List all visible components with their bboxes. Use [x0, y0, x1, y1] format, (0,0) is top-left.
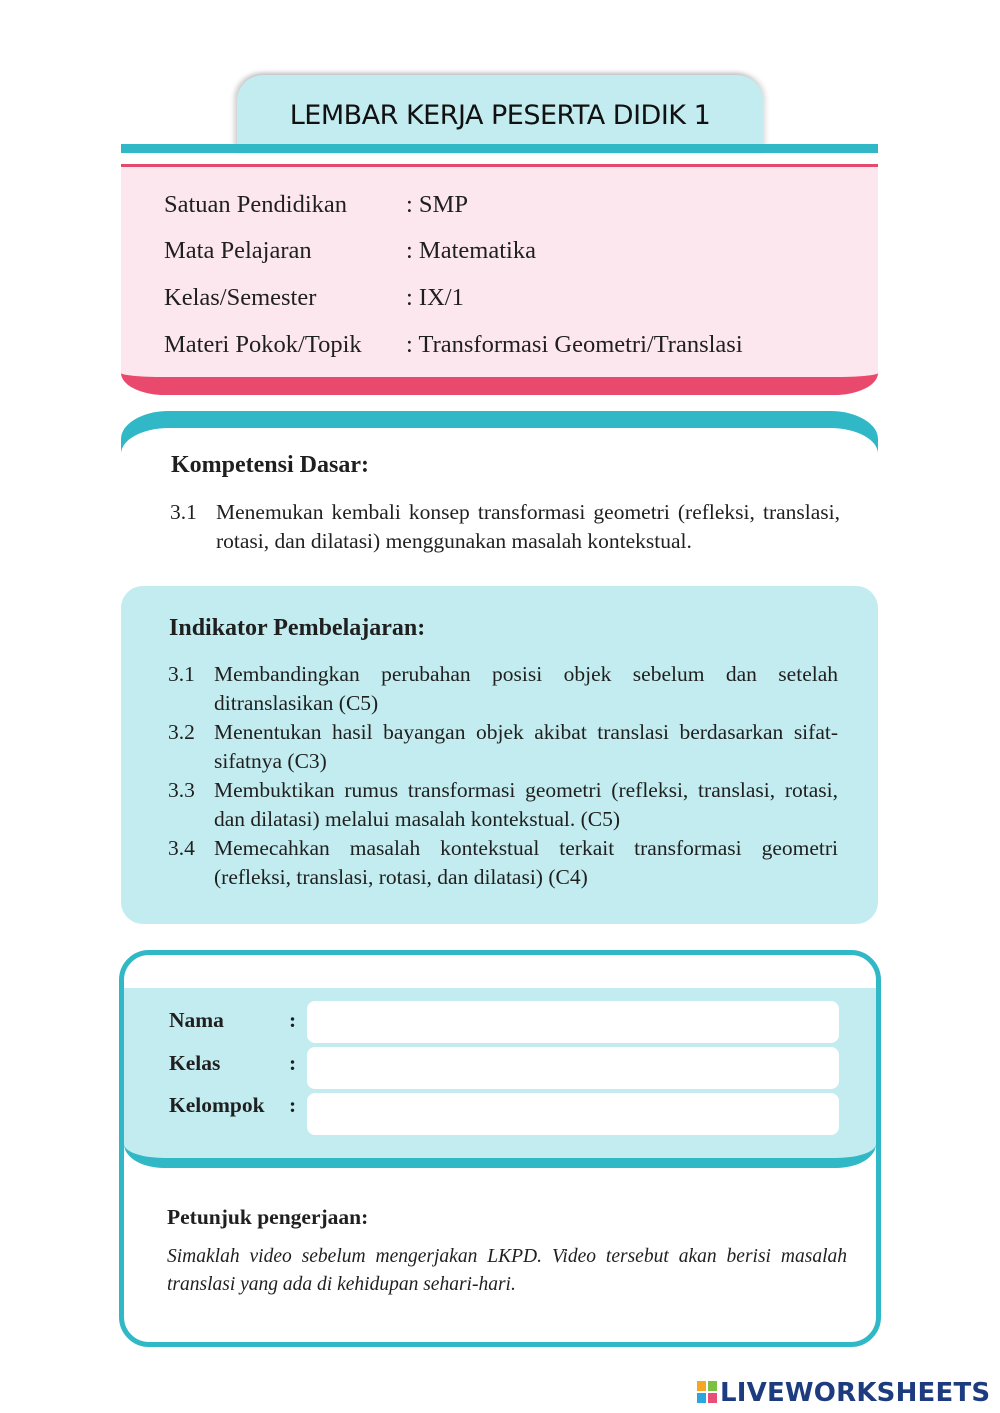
kompetensi-item [170, 498, 840, 558]
group-input[interactable] [307, 1093, 839, 1135]
indikator-item [168, 660, 838, 718]
item-text: Memecahkan masalah kontekstual terkait transformasi geometri (refleksi, translasi, rotasi, dan dilatasi) (C4) [214, 836, 838, 889]
instructions-heading: Petunjuk pengerjaan: [167, 1205, 369, 1229]
class-label: Kelas [169, 1051, 221, 1075]
item-number: 3.2 [168, 720, 195, 744]
item-number: 3.3 [168, 778, 195, 802]
page-title: LEMBAR KERJA PESERTA DIDIK 1 [289, 100, 711, 131]
name-input[interactable] [307, 1001, 839, 1043]
title-underline-bar [121, 144, 878, 153]
indikator-heading: Indikator Pembelajaran: [169, 615, 426, 641]
liveworksheets-logo-icon [697, 1381, 717, 1403]
indikator-item [168, 834, 838, 892]
info-label: Satuan Pendidikan [164, 191, 348, 218]
item-number: 3.4 [168, 836, 195, 860]
info-value: : IX/1 [406, 284, 464, 311]
instructions-text: Simaklah video sebelum mengerjakan LKPD. Video tersebut akan berisi masalah translasi yang ada di kehidupan sehari-hari. [167, 1246, 847, 1295]
kompetensi-heading: Kompetensi Dasar: [171, 452, 369, 478]
group-colon: : [289, 1093, 297, 1117]
info-value: : Matematika [406, 237, 536, 264]
name-label: Nama [169, 1008, 224, 1032]
info-value: : Transformasi Geometri/Translasi [406, 331, 743, 358]
item-number: 3.1 [168, 662, 195, 686]
watermark-text: LIVEWORKSHEETS [720, 1378, 991, 1408]
item-text: Membandingkan perubahan posisi objek sebelum dan setelah ditranslasikan (C5) [214, 662, 838, 715]
item-number: 3.1 [170, 500, 197, 524]
info-label: Materi Pokok/Topik [164, 331, 362, 358]
item-text: Membuktikan rumus transformasi geometri (refleksi, translasi, rotasi, dan dilatasi) melalui masalah kontekstual. (C5) [214, 778, 838, 831]
group-label: Kelompok [169, 1093, 265, 1117]
indikator-item [168, 718, 838, 776]
indikator-item [168, 776, 838, 834]
class-input[interactable] [307, 1047, 839, 1089]
name-colon: : [289, 1008, 297, 1032]
info-label: Kelas/Semester [164, 284, 317, 311]
info-label: Mata Pelajaran [164, 237, 312, 264]
info-value: : SMP [406, 191, 468, 218]
item-text: Menemukan kembali konsep transformasi geometri (refleksi, translasi, rotasi, dan dilatasi) menggunakan masalah kontekstual. [216, 500, 840, 553]
class-colon: : [289, 1051, 297, 1075]
item-text: Menentukan hasil bayangan objek akibat translasi berdasarkan sifat-sifatnya (C3) [214, 720, 838, 773]
